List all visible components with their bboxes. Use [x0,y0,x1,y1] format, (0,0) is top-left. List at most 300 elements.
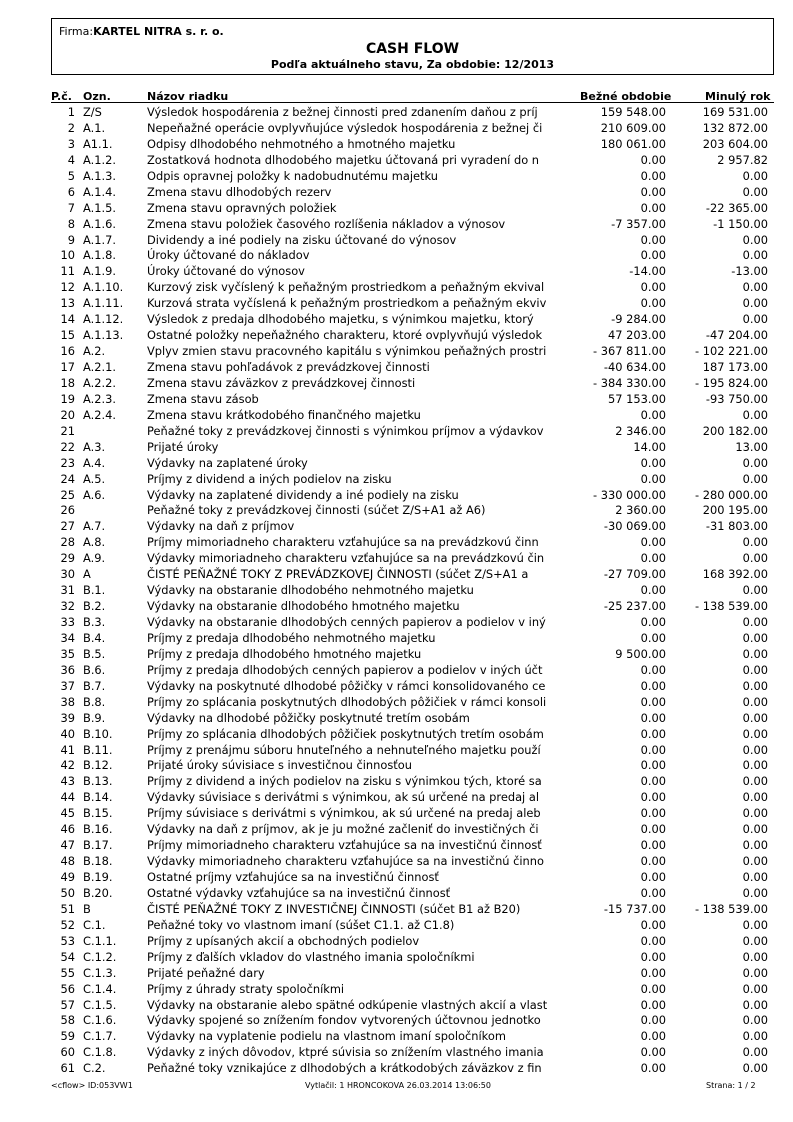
report-subtitle: Podľa aktuálneho stavu, Za obdobie: 12/2013 [270,58,555,71]
current-period-value: -27 709.00 [603,567,666,582]
row-code: B.10. [83,726,113,741]
row-code: B [83,901,91,916]
row-code: A.1.11. [83,296,124,311]
table-row [0,727,793,743]
row-number: 57 [60,997,75,1012]
table-row [0,328,793,344]
table-row [0,105,793,121]
row-name: Príjmy z prenájmu súboru hnuteľného a nehnuteľného majetku použí [147,742,541,757]
previous-year-value: -13.00 [731,264,768,279]
row-name: Kurzový zisk vyčíslený k peňažným prostriedkom a peňažným ekvival [147,280,545,295]
current-period-value: - 367 811.00 [593,344,666,359]
row-number: 40 [60,726,75,741]
row-number: 1 [67,105,75,119]
row-code: A.8. [83,535,106,550]
current-period-value: 0.00 [640,583,666,598]
row-code: B.13. [83,774,113,789]
row-name: Výdavky na obstaranie alebo spätné odkúpenie vlastných akcií a vlast [147,997,548,1012]
row-number: 41 [60,742,75,757]
current-period-value: 0.00 [640,535,666,550]
previous-year-value: 0.00 [742,885,768,900]
previous-year-value: -22 365.00 [705,200,768,215]
row-number: 16 [60,344,75,359]
previous-year-value: 13.00 [735,439,768,454]
previous-year-value: 0.00 [742,1013,768,1028]
table-row [0,1045,793,1061]
row-name: Príjmy zo splácania dlhodobých pôžičiek poskytnutých tretím osobám [147,726,544,741]
row-code: A.2.4. [83,407,116,422]
row-number: 45 [60,806,75,821]
table-row [0,822,793,838]
row-name: Zmena stavu krátkodobého finančného majetku [147,407,421,422]
col-header-minuly: Minulý rok [705,90,771,103]
current-period-value: 0.00 [640,774,666,789]
row-name: Výdavky mimoriadneho charakteru vzťahujúce sa na prevádzkovú čin [147,551,545,566]
table-row [0,312,793,328]
row-code: A.1.5. [83,200,116,215]
row-number: 61 [60,1061,75,1076]
table-row [0,280,793,296]
row-name: Výdavky na daň z príjmov, ak je ju možné začleniť do investičných či [147,822,539,837]
previous-year-value: -31 803.00 [705,519,768,534]
previous-year-value: 0.00 [742,312,768,327]
previous-year-value: -47 204.00 [705,328,768,343]
table-row [0,1013,793,1029]
row-name: Príjmy mimoriadneho charakteru vzťahujúce sa na investičnú činnosť [147,838,542,853]
previous-year-value: 0.00 [742,726,768,741]
previous-year-value: 0.00 [742,917,768,932]
current-period-value: 57 153.00 [608,391,666,406]
row-name: Odpisy dlhodobého nehmotného a hmotného majetku [147,136,456,151]
row-number: 43 [60,774,75,789]
row-number: 7 [67,200,75,215]
previous-year-value: 0.00 [742,646,768,661]
table-row [0,137,793,153]
table-row [0,918,793,934]
current-period-value: - 330 000.00 [593,487,666,502]
table-row [0,217,793,233]
current-period-value: 0.00 [640,232,666,247]
row-name: Peňažné toky vznikajúce z dlhodobých a krátkodobých záväzkov z fin [147,1061,542,1076]
table-row [0,774,793,790]
current-period-value: 0.00 [640,662,666,677]
previous-year-value: 200 195.00 [702,503,768,518]
row-name: Zmena stavu položiek časového rozlíšenia nákladov a výnosov [147,216,506,231]
row-code: A.1.8. [83,248,116,263]
previous-year-value: 0.00 [742,678,768,693]
row-number: 32 [60,599,75,614]
table-row [0,1029,793,1045]
company-line [59,25,224,38]
row-name: Výdavky mimoriadneho charakteru vzťahujúce sa na investičnú činno [147,854,544,869]
previous-year-value: 0.00 [742,1045,768,1060]
row-number: 19 [60,391,75,406]
row-code: A.2. [83,344,106,359]
row-number: 46 [60,822,75,837]
previous-year-value: 2 957.82 [717,152,768,167]
current-period-value: 0.00 [640,694,666,709]
row-name: Zostatková hodnota dlhodobého majetku účtovaná pri vyradení do n [147,152,540,167]
row-code: B.4. [83,630,106,645]
table-row [0,631,793,647]
table-row [0,615,793,631]
row-name: Výdavky na obstaranie dlhodobých cenných papierov a podielov v iný [147,615,546,629]
row-name: Výdavky súvisiace s derivátmi s výnimkou, ak sú určené na predaj al [147,790,539,805]
row-name: Zmena stavu záväzkov z prevádzkovej činnosti [147,375,416,390]
current-period-value: 2 360.00 [615,503,666,518]
previous-year-value: 0.00 [742,694,768,709]
current-period-value: 210 609.00 [600,120,666,135]
table-row [0,1061,793,1077]
previous-year-value: 0.00 [742,949,768,964]
current-period-value: 0.00 [640,822,666,837]
row-number: 15 [60,328,75,343]
row-name: Prijaté úroky [147,439,219,454]
row-number: 28 [60,535,75,550]
col-header-bezne: Bežné obdobie [580,90,672,103]
table-row [0,408,793,424]
row-number: 10 [60,248,75,263]
row-code: A.1. [83,120,106,135]
previous-year-value: 203 604.00 [702,136,768,151]
previous-year-value: 0.00 [742,455,768,470]
row-number: 36 [60,662,75,677]
row-code: C.1.7. [83,1029,117,1044]
row-code: A.2.2. [83,375,116,390]
row-number: 26 [60,503,75,518]
row-name: Kurzová strata vyčíslená k peňažným prostriedkom a peňažným ekviv [147,296,547,311]
previous-year-value: - 138 539.00 [695,901,768,916]
current-period-value: -30 069.00 [603,519,666,534]
footer-page: Strana: 1 / 2 [706,1081,756,1090]
row-number: 9 [67,232,75,247]
row-name: Prijaté úroky súvisiace s investičnou činnosťou [147,758,412,773]
row-name: Príjmy z dividend a iných podielov na zisku [147,471,392,486]
table-row [0,998,793,1014]
row-code: C.1.3. [83,965,117,980]
row-number: 25 [60,487,75,502]
header-divider [51,102,774,103]
row-code: A.4. [83,455,106,470]
table-row [0,201,793,217]
row-code: A1.1. [83,136,113,151]
row-name: Zmena stavu opravných položiek [147,200,337,215]
previous-year-value: 200 182.00 [702,423,768,438]
previous-year-value: 0.00 [742,854,768,869]
row-code: Z/S [83,105,102,119]
table-row [0,902,793,918]
previous-year-value: 0.00 [742,838,768,853]
row-number: 39 [60,710,75,725]
row-number: 21 [60,423,75,438]
previous-year-value: 0.00 [742,630,768,645]
row-number: 55 [60,965,75,980]
current-period-value: 0.00 [640,790,666,805]
row-name: Peňažné toky z prevádzkovej činnosti (súčet Z/S+A1 až A6) [147,503,486,518]
current-period-value: -7 357.00 [611,216,666,231]
row-number: 54 [60,949,75,964]
row-number: 53 [60,933,75,948]
row-number: 27 [60,519,75,534]
row-code: B.11. [83,742,113,757]
row-number: 12 [60,280,75,295]
previous-year-value: 0.00 [742,710,768,725]
row-code: B.15. [83,806,113,821]
previous-year-value: 0.00 [742,997,768,1012]
row-name: Úroky účtované do výnosov [147,264,305,279]
previous-year-value: 0.00 [742,535,768,550]
table-row [0,982,793,998]
row-code: A.1.9. [83,264,116,279]
row-name: Zmena stavu pohľadávok z prevádzkovej činnosti [147,360,430,374]
row-code: B.17. [83,838,113,853]
row-number: 48 [60,854,75,869]
row-name: Príjmy z predaja dlhodobého nehmotného majetku [147,630,436,645]
row-name: Ostatné položky nepeňažného charakteru, ktoré ovplyvňujú výsledok [147,328,543,343]
row-code: A.7. [83,519,106,534]
row-name: Príjmy z ďalších vkladov do vlastného imania spoločníkmi [147,949,475,964]
current-period-value: 0.00 [640,1061,666,1076]
previous-year-value: 0.00 [742,742,768,757]
current-period-value: 14.00 [633,439,666,454]
current-period-value: 0.00 [640,551,666,566]
row-name: Peňažné toky z prevádzkovej činnosti s výnimkou príjmov a výdavkov [147,423,544,438]
current-period-value: 0.00 [640,630,666,645]
row-number: 42 [60,758,75,773]
previous-year-value: 0.00 [742,296,768,311]
footer-printed: Vytlačil: 1 HRONCOKOVA 26.03.2014 13:06:50 [305,1081,491,1090]
row-number: 58 [60,1013,75,1028]
row-code: A.3. [83,439,106,454]
current-period-value: 0.00 [640,917,666,932]
row-number: 22 [60,439,75,454]
row-number: 3 [67,136,75,151]
row-code: B.12. [83,758,113,773]
previous-year-value: 0.00 [742,1061,768,1076]
current-period-value: 2 346.00 [615,423,666,438]
previous-year-value: 0.00 [742,774,768,789]
row-name: Príjmy zo splácania poskytnutých dlhodobých pôžičiek v rámci konsoli [147,694,547,709]
current-period-value: 0.00 [640,407,666,422]
row-number: 34 [60,630,75,645]
row-number: 5 [67,168,75,183]
previous-year-value: 0.00 [742,583,768,598]
row-name: Príjmy z úhrady straty spoločníkmi [147,981,345,996]
previous-year-value: 0.00 [742,407,768,422]
current-period-value: - 384 330.00 [593,375,666,390]
table-row [0,121,793,137]
previous-year-value: 0.00 [742,168,768,183]
row-name: Úroky účtované do nákladov [147,248,310,263]
current-period-value: 0.00 [640,184,666,199]
row-number: 2 [67,120,75,135]
row-name: Príjmy mimoriadneho charakteru vzťahujúce sa na prevádzkovú činn [147,535,539,550]
previous-year-value: 0.00 [742,280,768,295]
current-period-value: 0.00 [640,296,666,311]
row-code: B.14. [83,790,113,805]
company-name: KARTEL NITRA s. r. o. [93,25,224,38]
row-name: Zmena stavu zásob [147,391,259,406]
col-header-nazov: Názov riadku [147,90,229,103]
row-code: C.1.5. [83,997,117,1012]
row-number: 59 [60,1029,75,1044]
row-code: B.20. [83,885,113,900]
current-period-value: 9 500.00 [615,646,666,661]
table-row [0,440,793,456]
table-row [0,376,793,392]
row-name: Peňažné toky vo vlastnom imaní (súšet C1.1. až C1.8) [147,917,455,932]
current-period-value: 0.00 [640,885,666,900]
current-period-value: 0.00 [640,758,666,773]
row-number: 47 [60,838,75,853]
previous-year-value: 0.00 [742,1029,768,1044]
row-name: Výdavky spojené so znížením fondov vytvorených účtovnou jednotko [147,1013,541,1028]
row-code: A.9. [83,551,106,566]
row-name: Ostatné príjmy vzťahujúce sa na investičnú činnosť [147,870,439,884]
row-code: C.1.2. [83,949,117,964]
row-name: Výdavky na zaplatené úroky [147,455,308,470]
row-number: 11 [60,264,75,279]
current-period-value: 0.00 [640,981,666,996]
row-code: B.1. [83,583,106,598]
table-row [0,758,793,774]
current-period-value: 0.00 [640,678,666,693]
row-code: A [83,567,91,582]
previous-year-value: 169 531.00 [702,105,768,119]
row-name: Výdavky na vyplatenie podielu na vlastnom imaní spoločníkom [147,1029,506,1044]
row-name: ČISTÉ PEŇAŽNÉ TOKY Z PREVÁDZKOVEJ ČINNOSTI (súčet Z/S+A1 a [147,567,529,582]
row-name: Príjmy súvisiace s derivátmi s výnimkou, ak sú určené na predaj aleb [147,806,541,821]
row-number: 20 [60,407,75,422]
row-code: B.7. [83,678,106,693]
row-name: Výdavky na daň z príjmov [147,519,295,534]
row-code: A.1.12. [83,312,124,327]
table-row [0,424,793,440]
current-period-value: 0.00 [640,710,666,725]
row-number: 35 [60,646,75,661]
row-code: B.6. [83,662,106,677]
current-period-value: 0.00 [640,838,666,853]
table-row [0,488,793,504]
row-name: Výdavky z iných dôvodov, ktpré súvisia so znížením vlastného imania [147,1045,544,1060]
row-code: A.1.6. [83,216,116,231]
current-period-value: -25 237.00 [603,599,666,614]
previous-year-value: - 195 824.00 [695,375,768,390]
row-code: C.1.6. [83,1013,117,1028]
row-number: 4 [67,152,75,167]
previous-year-value: 0.00 [742,248,768,263]
col-header-pc: P.č. [51,90,72,103]
row-name: Výdavky na obstaranie dlhodobého hmotného majetku [147,599,460,614]
row-number: 31 [60,583,75,598]
table-row [0,264,793,280]
previous-year-value: 0.00 [742,662,768,677]
table-row [0,185,793,201]
row-number: 14 [60,312,75,327]
current-period-value: 0.00 [640,806,666,821]
row-number: 50 [60,885,75,900]
table-row [0,695,793,711]
row-name: Príjmy z dividend a iných podielov na zisku s výnimkou tých, ktoré sa [147,774,542,789]
table-row [0,647,793,663]
current-period-value: 0.00 [640,248,666,263]
current-period-value: 0.00 [640,933,666,948]
row-code: C.1. [83,917,106,932]
current-period-value: 0.00 [640,742,666,757]
table-row [0,503,793,519]
table-row [0,153,793,169]
row-name: Ostatné výdavky vzťahujúce sa na investičnú činnosť [147,885,451,900]
current-period-value: 0.00 [640,965,666,980]
row-number: 24 [60,471,75,486]
row-number: 18 [60,375,75,390]
current-period-value: 0.00 [640,997,666,1012]
current-period-value: 0.00 [640,168,666,183]
report-header [51,18,774,75]
table-row [0,679,793,695]
row-number: 44 [60,790,75,805]
row-name: Výdavky na obstaranie dlhodobého nehmotného majetku [147,583,474,598]
table-row [0,711,793,727]
current-period-value: 0.00 [640,726,666,741]
table-row [0,567,793,583]
row-code: A.1.7. [83,232,116,247]
row-name: Výsledok hospodárenia z bežnej činnosti pred zdanením daňou z príj [147,105,538,119]
table-row [0,838,793,854]
previous-year-value: 187 173.00 [702,360,768,374]
table-row [0,360,793,376]
current-period-value: 0.00 [640,1029,666,1044]
row-code: C.1.8. [83,1045,117,1060]
table-row [0,169,793,185]
table-row [0,743,793,759]
previous-year-value: -93 750.00 [705,391,768,406]
current-period-value: -14.00 [629,264,666,279]
previous-year-value: 0.00 [742,232,768,247]
previous-year-value: - 280 000.00 [695,487,768,502]
row-number: 23 [60,455,75,470]
row-code: A.1.2. [83,152,116,167]
current-period-value: 180 061.00 [600,136,666,151]
row-name: Výsledok z predaja dlhodobého majetku, s výnimkou majetku, ktorý [147,312,534,327]
previous-year-value: 0.00 [742,806,768,821]
current-period-value: 159 548.00 [600,105,666,119]
row-number: 8 [67,216,75,231]
table-row [0,663,793,679]
row-name: Príjmy z predaja dlhodobého hmotného majetku [147,646,422,661]
row-number: 6 [67,184,75,199]
previous-year-value: 0.00 [742,933,768,948]
row-code: A.1.13. [83,328,124,343]
table-row [0,790,793,806]
current-period-value: 0.00 [640,455,666,470]
table-row [0,966,793,982]
table-row [0,806,793,822]
row-number: 17 [60,360,75,374]
row-name: Vplyv zmien stavu pracovného kapitálu s výnimkou peňažných prostri [147,344,547,359]
previous-year-value: 0.00 [742,184,768,199]
previous-year-value: 0.00 [742,965,768,980]
current-period-value: 0.00 [640,949,666,964]
previous-year-value: 0.00 [742,822,768,837]
current-period-value: 47 203.00 [608,328,666,343]
current-period-value: 0.00 [640,1013,666,1028]
row-code: A.1.3. [83,168,116,183]
previous-year-value: 132 872.00 [702,120,768,135]
previous-year-value: 0.00 [742,790,768,805]
table-row [0,519,793,535]
col-header-ozn: Ozn. [83,90,111,103]
